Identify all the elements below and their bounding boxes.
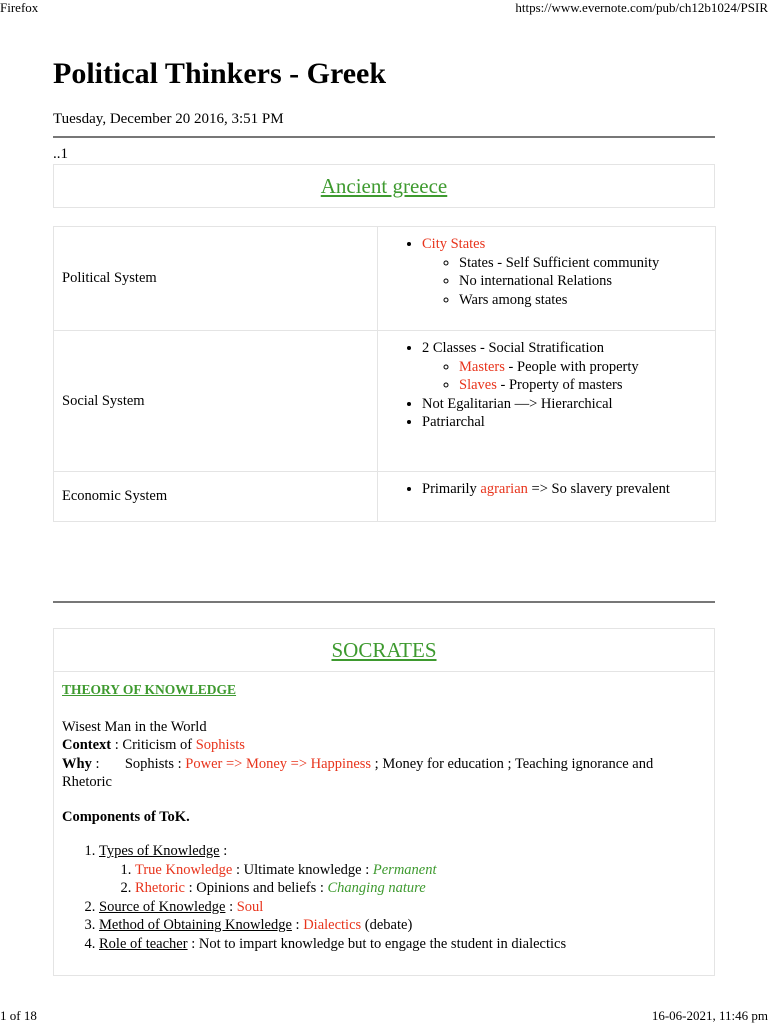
component-sep: :: [291, 917, 304, 933]
list-item: [99, 898, 706, 917]
list-item: [135, 861, 706, 880]
systems-table: [53, 226, 716, 522]
highlight-text: Soul: [236, 898, 264, 915]
sub-list: [422, 254, 707, 310]
row-label: Political System: [54, 227, 378, 331]
list-item-text: 2 Classes - Social Stratification: [422, 340, 605, 356]
highlight-text: City States: [422, 236, 486, 252]
context-label: Context: [62, 737, 112, 753]
list-item-text: Primarily: [422, 481, 481, 497]
bullet-list: [386, 339, 707, 432]
list-item: [422, 480, 707, 499]
why-rest-text: ; Money for education ; Teaching ignorance and Rhetoric: [62, 755, 657, 790]
list-item: [99, 935, 706, 954]
table-row: [54, 331, 716, 472]
list-item: [99, 916, 706, 935]
list-item-text: : Not to impart knowledge but to engage the student in dialectics: [187, 935, 567, 952]
divider: [53, 601, 715, 603]
row-content: [378, 472, 716, 522]
list-item-text: : Opinions and beliefs :: [184, 880, 328, 896]
table-row: [54, 472, 716, 522]
highlight-text: True Knowledge: [135, 861, 233, 878]
component-label: Method of Obtaining Knowledge: [99, 917, 292, 933]
context-text: : Criticism of: [111, 737, 196, 753]
list-item: ◦ No international Relations: [459, 272, 707, 291]
list-item-text: => So slavery prevalent: [527, 481, 670, 497]
bullet-list: [386, 480, 707, 499]
paragraph-context: [62, 736, 706, 755]
highlight-text: Sophists: [195, 737, 245, 753]
paragraph-wisest: Wisest Man in the World: [62, 718, 207, 735]
section-heading-box: [53, 164, 715, 208]
list-item: • Patriarchal: [422, 413, 707, 432]
component-label: Types of Knowledge: [99, 843, 220, 859]
row-label: Social System: [54, 331, 378, 472]
socrates-section: [53, 628, 715, 976]
print-timestamp: 16-06-2021, 11:46 pm: [651, 1008, 768, 1023]
highlight-text: agrarian: [480, 481, 528, 497]
component-sep: :: [219, 843, 228, 859]
section-heading-socrates: SOCRATES: [331, 638, 437, 662]
subheading-components: Components of ToK.: [62, 808, 190, 825]
socrates-heading-bar: [54, 629, 714, 672]
component-label: Role of teacher: [99, 935, 188, 952]
page-indicator: 1 of 18: [0, 1008, 37, 1023]
highlight-text: Power => Money => Happiness: [185, 755, 372, 772]
highlight-text: Dialectics: [303, 917, 362, 933]
list-item: ◦ Wars among states: [459, 291, 707, 310]
socrates-body: [54, 672, 714, 953]
list-item: [135, 879, 706, 898]
list-item: [422, 235, 707, 309]
section-heading-ancient-greece: Ancient greece: [320, 174, 448, 198]
list-item: [99, 842, 706, 898]
list-item: [459, 358, 707, 377]
sub-list: [99, 861, 706, 898]
highlight-text: Masters: [459, 358, 505, 375]
list-item: [459, 376, 707, 395]
sub-list: [422, 358, 707, 395]
list-item: ◦ States - Self Sufficient community: [459, 254, 707, 273]
why-label: Why: [62, 755, 92, 772]
page-url: https://www.evernote.com/pub/ch12b1024/PSIR: [515, 0, 768, 15]
list-item: [422, 339, 707, 395]
list-item-text: - Property of masters: [496, 377, 623, 393]
browser-app-name: Firefox: [0, 0, 39, 15]
components-list: [62, 842, 706, 953]
note-small-text: ..1: [53, 146, 68, 162]
list-item-text: : Ultimate knowledge :: [232, 861, 373, 878]
row-label: Economic System: [54, 472, 378, 522]
subheading-theory-of-knowledge: THEORY OF KNOWLEDGE: [62, 682, 237, 697]
why-text: : Sophists :: [91, 755, 186, 772]
table-row: [54, 227, 716, 331]
component-label: Source of Knowledge: [99, 898, 226, 915]
note-date: Tuesday, December 20 2016, 3:51 PM: [53, 111, 284, 127]
divider: [53, 136, 715, 138]
list-item: • Not Egalitarian —> Hierarchical: [422, 395, 707, 414]
row-content: [378, 227, 716, 331]
paragraph-why: [62, 755, 706, 792]
page-title: Political Thinkers - Greek: [53, 57, 387, 90]
row-content: [378, 331, 716, 472]
component-sep: :: [225, 898, 237, 915]
highlight-green-text: Changing nature: [327, 880, 426, 896]
highlight-green-text: Permanent: [372, 861, 437, 878]
list-item-text: - People with property: [504, 358, 639, 375]
highlight-text: Rhetoric: [135, 880, 185, 896]
highlight-text: Slaves: [459, 377, 497, 393]
bullet-list: [386, 235, 707, 309]
list-item-text: (debate): [361, 917, 413, 933]
